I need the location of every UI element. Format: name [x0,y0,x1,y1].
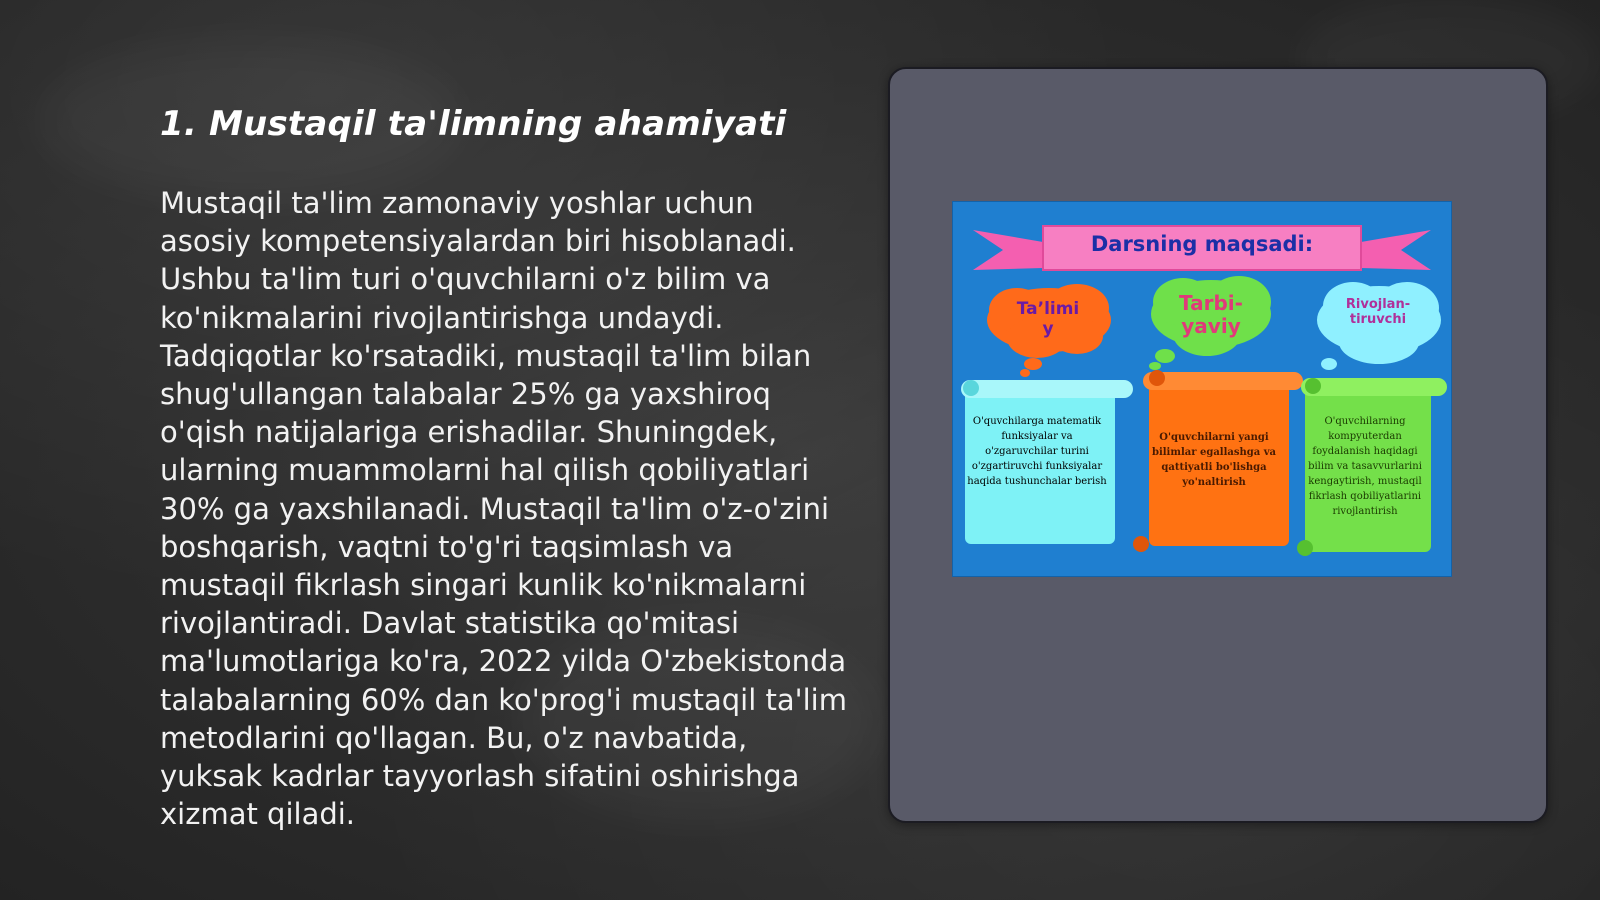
slide-body-text: Mustaqil ta'lim zamonaviy yoshlar uchun asosiy kompetensiyalardan biri hisoblanadi. Ushbu ta'lim turi o'quvchilarni o'z bilim va ko'nikmalarini rivojlantirishga undaydi. Tadqiqotlar ko'rsatadiki, mustaqil ta'lim bilan shug'ullangan talabalar 25% ga yaxshiroq o'qish natijalariga erishadilar. Shuningdek, ularning muammolarni hal qilish qobiliyatlari 30% ga yaxshilanadi. Mustaqil ta'lim o'z-o'zini boshqarish, vaqtni to'g'ri taqsimlash va mustaqil fikrlash singari kunlik ko'nikmalarni rivojlantiradi. Davlat statistika qo'mitasi ma'lumotlariga ko'ra, 2022 yilda O'zbekistonda talabalarning 60% dan ko'prog'i mustaqil ta'lim metodlarini qo'llagan. Bu, o'z navbatida, yuksak kadrlar tayyorlash sifatini oshirishga xizmat qiladi. [160,186,847,832]
cloud-label-talimiy: Ta’limi y [1016,299,1080,339]
image-placeholder-panel[interactable] [888,67,1548,823]
lesson-goals-poster [952,201,1452,577]
cloud-label-rivojlantiruvchi: Rivojlan- tiruvchi [1345,297,1411,327]
cloud-label-tarbiyaviy: Tarbi- yaviy [1179,291,1243,338]
slide-title: 1. Mustaqil ta'limning ahamiyati [160,104,787,144]
scroll-text-3: O'quvchilarning kompyuterdan foydalanish haqidagi bilim va tasavvurlarini kengaytirish, mustaqil fikrlash qobiliyatlarini rivojlantirish [1308,416,1422,517]
poster-banner-title: Darsning maqsadi: [1090,232,1314,256]
scroll-text-2: O'quvchilarni yangi bilimlar egallashga va qattiyatli bo'lishga yo'naltirish [1151,432,1277,488]
scroll-text-1: O'quvchilarga matematik funksiyalar va o'zgaruvchilar turini o'zgartiruvchi funksiyalar haqida tushunchalar berish [967,416,1107,487]
